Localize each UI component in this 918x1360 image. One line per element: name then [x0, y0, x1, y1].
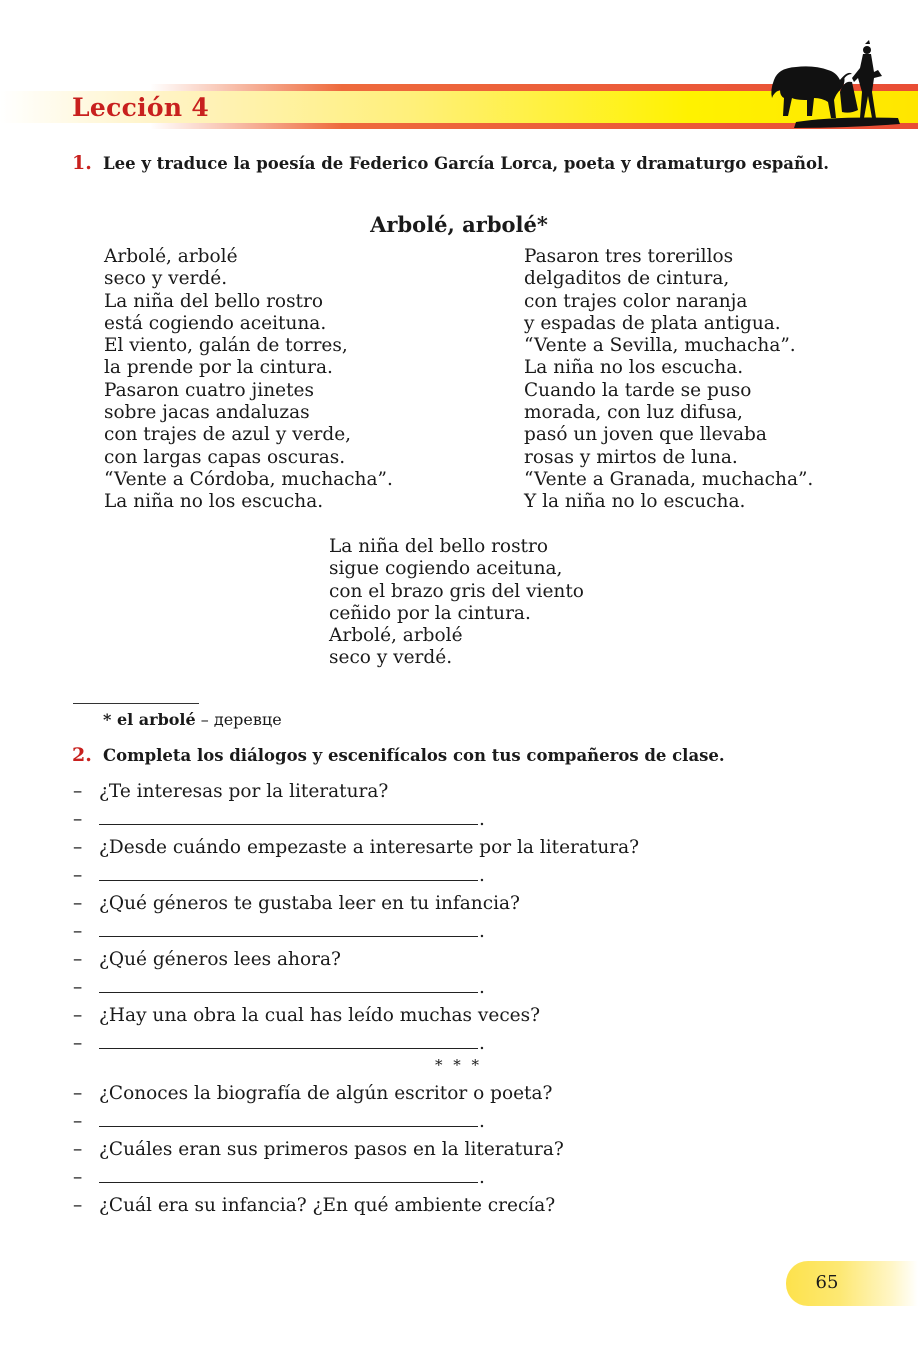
poem-line: Pasaron tres torerillos [524, 246, 734, 267]
dialog-question: ¿Cuál era su infancia? ¿En qué ambiente crecía? [99, 1195, 556, 1216]
dialog-question-line [73, 1192, 773, 1220]
dialog-question-line [73, 1136, 773, 1164]
dialog-question-line [73, 946, 773, 974]
dialog-question-line [73, 1002, 773, 1030]
dialog-dash: – [73, 1111, 83, 1132]
dialog-dash: – [73, 1195, 83, 1216]
poem-line: “Vente a Córdoba, muchacha”. [104, 468, 393, 490]
separator-stars: * * * [435, 1056, 483, 1074]
dialog-question: ¿Hay una obra la cual has leído muchas veces? [99, 1005, 541, 1026]
dialog-question-line [73, 1080, 773, 1108]
poem-line: El viento, galán de torres, [104, 335, 348, 357]
poem-line: está cogiendo aceituna. [104, 312, 327, 334]
poem-line: ceñido por la cintura. [329, 602, 531, 624]
dialog-exercise [73, 778, 773, 1220]
poem-line: Arbolé, arbolé [104, 246, 238, 267]
poem-line: seco y verdé. [329, 647, 453, 669]
poem-line: La niña no los escucha. [104, 491, 324, 513]
poem-line: con trajes color naranja [524, 290, 748, 312]
dialog-answer-line[interactable] [73, 918, 773, 946]
poem-line: rosas y mirtos de luna. [524, 446, 738, 468]
poem-line: Pasaron cuatro jinetes [104, 379, 314, 401]
dialog-question: ¿Conoces la biografía de algún escritor o poeta? [99, 1083, 553, 1104]
footnote [103, 710, 282, 729]
poem-final-stanza [329, 536, 584, 670]
answer-period: . [479, 977, 485, 998]
dialog-dash: – [73, 1139, 83, 1160]
poem-line: delgaditos de cintura, [524, 268, 730, 290]
answer-period: . [479, 921, 485, 942]
poem-left-column [104, 246, 393, 514]
poem-line: La niña no los escucha. [524, 357, 744, 379]
dialog-dash: – [73, 1033, 83, 1054]
dialog-answer-line[interactable] [73, 1164, 773, 1192]
section-separator [73, 1058, 773, 1080]
answer-blank[interactable] [99, 1126, 478, 1127]
poem-line: Cuando la tarde se puso [524, 379, 752, 401]
dialog-dash: – [73, 809, 83, 830]
poem-line: La niña del bello rostro [104, 290, 323, 312]
dialog-dash: – [73, 865, 83, 886]
dialog-dash: – [73, 781, 83, 802]
poem-line: pasó un joven que llevaba [524, 424, 767, 446]
dialog-question: ¿Cuáles eran sus primeros pasos en la literatura? [99, 1139, 564, 1160]
poem-line: la prende por la cintura. [104, 357, 333, 379]
task-1-instruction: Lee y traduce la poesía de Federico García Lorca, poeta y dramaturgo español. [103, 154, 829, 173]
answer-period: . [479, 865, 485, 886]
dialog-question-line [73, 778, 773, 806]
dialog-answer-line[interactable] [73, 1108, 773, 1136]
footnote-definition: – деревце [195, 710, 282, 729]
lesson-title: Lección 4 [72, 93, 210, 122]
answer-period: . [479, 1111, 485, 1132]
dialog-answer-line[interactable] [73, 806, 773, 834]
poem-title: Arbolé, arbolé* [370, 212, 548, 237]
answer-blank[interactable] [99, 824, 478, 825]
dialog-answer-line[interactable] [73, 974, 773, 1002]
poem-line: sobre jacas andaluzas [104, 402, 310, 424]
poem-right-column [524, 246, 813, 514]
poem-line: con largas capas oscuras. [104, 446, 346, 468]
dialog-dash: – [73, 837, 83, 858]
poem-line: con el brazo gris del viento [329, 580, 584, 602]
dialog-answer-line[interactable] [73, 1030, 773, 1058]
dialog-question-line [73, 890, 773, 918]
poem-line: y espadas de plata antigua. [524, 312, 781, 334]
task-1 [72, 152, 842, 175]
task-2-instruction: Completa los diálogos y escenifícalos con tus compañeros de clase. [103, 746, 725, 765]
footnote-term: * el arbolé [103, 710, 196, 729]
poem-line: con trajes de azul y verde, [104, 424, 352, 446]
dialog-dash: – [73, 1083, 83, 1104]
poem-line: “Vente a Granada, muchacha”. [524, 468, 814, 490]
dialog-dash: – [73, 1005, 83, 1026]
dialog-dash: – [73, 1167, 83, 1188]
answer-blank[interactable] [99, 1048, 478, 1049]
poem-line: sigue cogiendo aceituna, [329, 558, 563, 580]
dialog-dash: – [73, 921, 83, 942]
poem-line: morada, con luz difusa, [524, 402, 743, 424]
dialog-question: ¿Qué géneros te gustaba leer en tu infancia? [99, 893, 520, 914]
answer-blank[interactable] [99, 992, 478, 993]
poem-line: seco y verdé. [104, 268, 228, 290]
task-2 [72, 744, 842, 767]
answer-blank[interactable] [99, 880, 478, 881]
poem-line: Y la niña no lo escucha. [524, 491, 746, 513]
dialog-question: ¿Desde cuándo empezaste a interesarte por la literatura? [99, 837, 640, 858]
dialog-dash: – [73, 977, 83, 998]
bullfighter-silhouette-icon [766, 40, 906, 135]
dialog-question: ¿Qué géneros lees ahora? [99, 949, 341, 970]
dialog-answer-line[interactable] [73, 862, 773, 890]
answer-blank[interactable] [99, 1182, 478, 1183]
dialog-dash: – [73, 949, 83, 970]
poem-line: “Vente a Sevilla, muchacha”. [524, 335, 796, 357]
dialog-question-line [73, 834, 773, 862]
footnote-divider [73, 703, 199, 704]
poem-line: Arbolé, arbolé [329, 625, 463, 647]
answer-period: . [479, 1167, 485, 1188]
answer-blank[interactable] [99, 936, 478, 937]
task-1-number: 1. [72, 152, 92, 174]
answer-period: . [479, 809, 485, 830]
dialog-question: ¿Te interesas por la literatura? [99, 781, 389, 802]
task-2-number: 2. [72, 744, 92, 766]
page-number: 65 [815, 1272, 839, 1293]
poem-line: La niña del bello rostro [329, 536, 548, 557]
answer-period: . [479, 1033, 485, 1054]
dialog-dash: – [73, 893, 83, 914]
